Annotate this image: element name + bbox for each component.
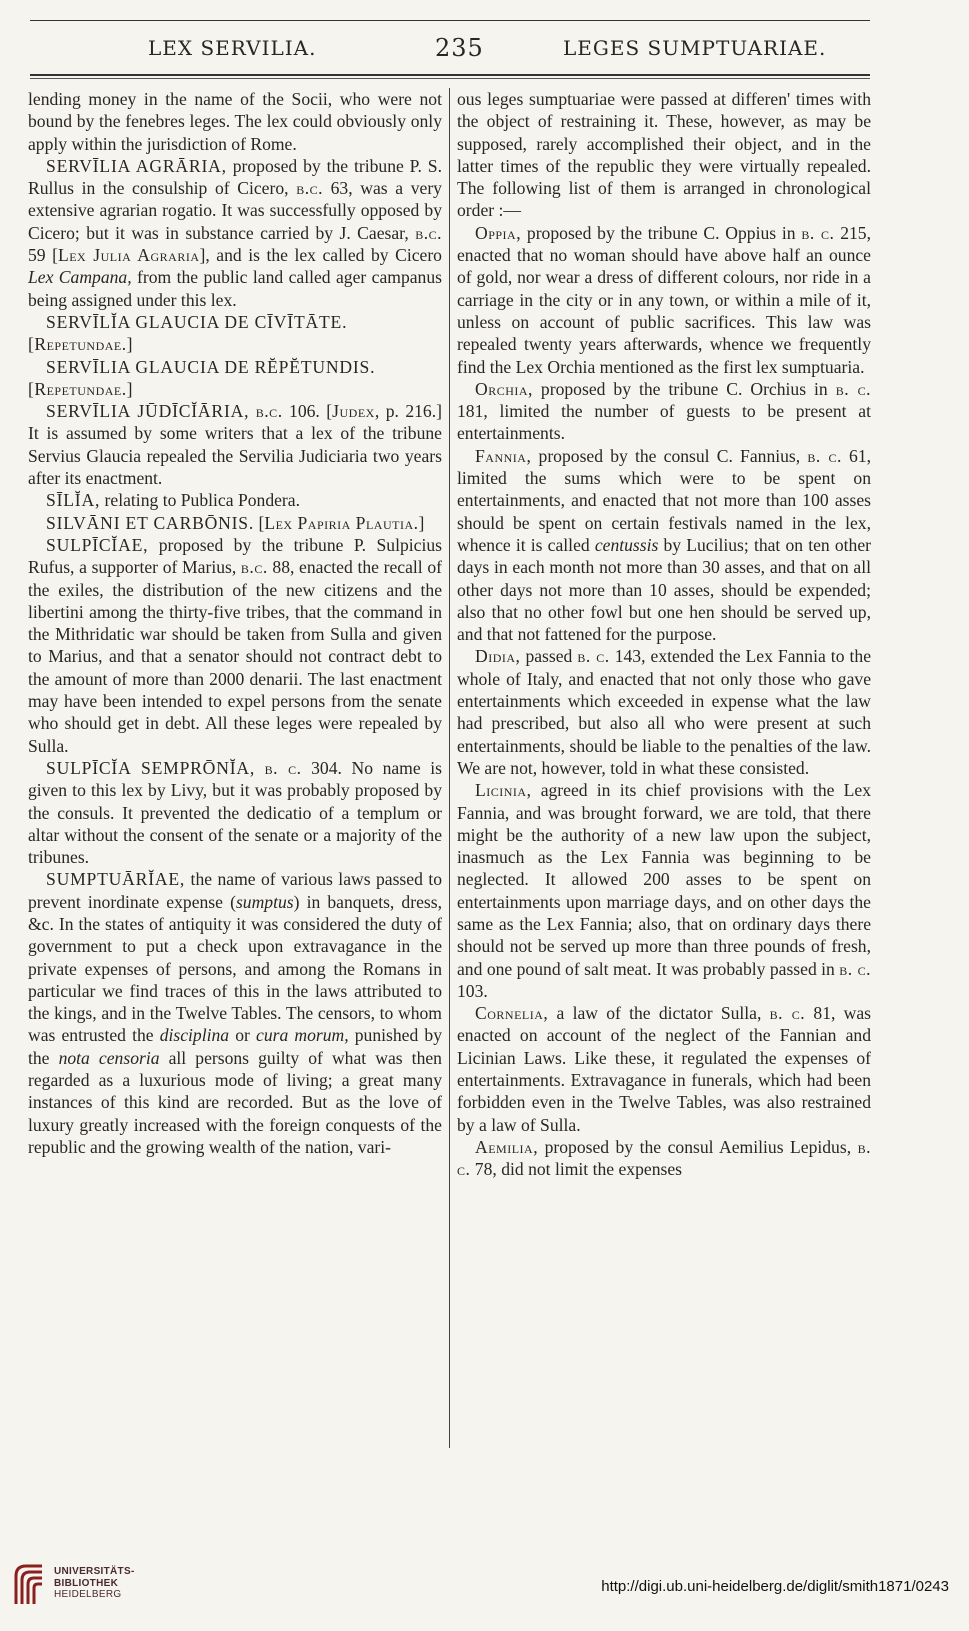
entry-servilia-judiciaria: SERVĪLIA JŪDĪCĬĀRIA, b.c. 106. [Judex, p. 216.] It is assumed by some writers that a lex of the tribune Servius Glaucia repealed the Servilia Judiciaria two years after its enactment. [28, 401, 442, 489]
entry-aemilia: Aemilia, proposed by the consul Aemilius Lepidus, b. c. 78, did not limit the expenses [457, 1136, 871, 1180]
left-column [28, 88, 442, 1158]
header-left: LEX SERVILIA. [148, 36, 317, 60]
entry-head: SILVĀNI ET CARBŌNIS. [46, 512, 255, 533]
cross-reference: [Repetundae.] [28, 334, 134, 355]
entry-servilia-glaucia-repetundis [28, 356, 442, 378]
entry-silvani-carbonis: SILVĀNI ET CARBŌNIS. [Lex Papiria Plautia.] [46, 512, 425, 533]
entry-head: Fannia, [475, 445, 532, 466]
entry-head: SULPĪCĬA SEMPRŌNĬA, [46, 757, 256, 778]
cross-reference: Judex [332, 401, 375, 422]
entry-cornelia: Cornelia, a law of the dictator Sulla, b. c. 81, was enacted on account of the neglect of the Fannian and Licinian Laws. Like these, it regulated the expenses of entertainments. Extravagance in funerals, which had been forbidden even in the Twelve Tables, was also restrained by a law of Sulla. [457, 1003, 872, 1135]
library-name: UNIVERSITÄTS- BIBLIOTHEK HEIDELBERG [54, 1566, 135, 1600]
entry-head: SERVĪLIA AGRĀRIA, [46, 155, 227, 176]
entry-head: SERVĪLIA GLAUCIA DE RĔPĔTUNDIS. [46, 356, 376, 377]
right-column [457, 88, 871, 1181]
entry-head: SUMPTUĀRĬAE, [46, 869, 186, 890]
entry-head: Orchia, [475, 378, 533, 399]
source-url-link[interactable]: http://digi.ub.uni-heidelberg.de/diglit/smith1871/0243 [601, 1578, 949, 1595]
entry-oppia: Oppia, proposed by the tribune C. Oppius in b. c. 215, enacted that no woman should have above half an ounce of gold, nor wear a dress of different colours, nor ride in a carriage in the city or in any town, or within a mile of it, unless on account of public sacrifices. This law was repealed twenty years afterwards, whence we frequently find the Lex Orchia mentioned as the first lex sumptuaria. [457, 222, 871, 377]
entry-head: SERVĪLIA JŪDĪCĬĀRIA, [46, 401, 250, 422]
entry-orchia: Orchia, proposed by the tribune C. Orchius in b. c. 181, limited the number of guests to be present at entertainments. [457, 378, 871, 444]
header-right: LEGES SUMPTUARIAE. [563, 36, 827, 60]
entry-head: Oppia, [475, 222, 522, 243]
cross-reference: Lex Julia Agraria [57, 245, 200, 266]
entry-licinia: Licinia, agreed in its chief provisions with the Lex Fannia, and was brought forward, we are told, that there might be the authority of a new law upon the subject, inasmuch as the Lex Fannia was beginning to be neglected. It allowed 200 asses to be spent on entertainments upon marriage days, and on other days the same as the Lex Fannia; also, that on ordinary days there should not be served up more than three pounds of fresh, and one pound of salt meat. It was probably passed in b. c. 103. [457, 780, 872, 1001]
cross-reference: [Repetundae.] [28, 378, 134, 399]
entry-silia: SĪLĬA, relating to Publica Pondera. [46, 490, 300, 511]
paragraph: ous leges sumptuariae were passed at differen' times with the object of restraining it. These, however, as may be supposed, rarely accomplished their object, and in the latter times of the republic they were virtually repealed. The following list of them is arranged in chronological order :— [457, 89, 871, 221]
header-rule-thin [30, 78, 870, 79]
entry-servilia-agraria: SERVĪLIA AGRĀRIA, proposed by the tribune P. S. Rullus in the consulship of Cicero, b.c. 63, was a very extensive agrarian rogatio. It was successfully opposed by Cicero; but it was in substance carried by J. Caesar, b.c. 59 [Lex Julia Agraria], and is the lex called by Cicero Lex Campana, from the public land called ager campanus being assigned under this lex. [28, 155, 442, 310]
entry-sulpicia-sempronia: SULPĪCĬA SEMPRŌNĬA, b. c. 304. No name is given to this lex by Livy, but it was probably proposed by the consuls. It prevented the dedicatio of a templum or altar without the consent of the senate or a majority of the tribunes. [28, 757, 442, 868]
top-rule [30, 20, 870, 21]
page-number: 235 [435, 34, 484, 62]
column-divider [449, 88, 450, 1448]
library-logo-icon [12, 1562, 46, 1608]
paragraph: lending money in the name of the Socii, who were not bound by the fenebres leges. The lex could obviously only apply within the jurisdiction of Rome. [28, 89, 442, 154]
entry-fannia: Fannia, proposed by the consul C. Fannius, b. c. 61, limited the sums which were to be spent on entertainments, and enacted that not more than 100 asses should be spent on certain festivals named in the lex, whence it is called centussis by Lucilius; that on ten other days in each month not more than 30 asses, and that on all other days not more than 10 asses, should be expended; also that no other fowl but one hen should be served up, and that not fattened for the purpose. [457, 445, 872, 645]
entry-sumptuariae: SUMPTUĀRĬAE, the name of various laws passed to prevent inordinate expense (sumptus) in banquets, dress, &c. In the states of antiquity it was considered the duty of government to put a check upon extravagance in the private expenses of persons, and among the Romans in particular we find traces of this in the laws attributed to the kings, and in the Twelve Tables. The censors, to whom was entrusted the disciplina or cura morum, punished by the nota censoria all persons guilty of what was then regarded as a luxurious mode of living; a great many instances of this kind are recorded. But as the love of luxury greatly increased with the foreign conquests of the republic and the growing wealth of the nation, vari- [28, 869, 443, 1157]
entry-head: SULPĪCĬAE, [46, 534, 149, 555]
entry-head: Didia, [475, 646, 521, 667]
entry-head: Licinia, [475, 780, 532, 801]
cross-reference: Lex Papiria Plautia. [264, 512, 419, 533]
entry-head: Aemilia, [475, 1136, 539, 1157]
entry-head: SERVĪLĬA GLAUCIA DE CĪVĪTĀTE. [46, 311, 348, 332]
header-rule [30, 74, 870, 76]
entry-servilia-glaucia-civitate [28, 311, 442, 333]
entry-didia: Didia, passed b. c. 143, extended the Lex Fannia to the whole of Italy, and enacted that not only those who gave entertainments which exceeded in expense what the law had prescribed, but also all who were present at such entertainments, should be liable to the penalties of the law. We are not, however, told in what these consisted. [457, 646, 872, 778]
footer [0, 1556, 969, 1631]
entry-sulpiciae: SULPĪCĬAE, proposed by the tribune P. Sulpicius Rufus, a supporter of Marius, b.c. 88, enacted the recall of the exiles, the distribution of the new citizens and the libertini among the thirty-five tribes, that the command in the Mithridatic war should be taken from Sulla and given to Marius, and that a senator should not contract debt to the amount of more than 2000 denarii. The last enactment may have been intended to expel persons from the senate who should get in debt. All these leges were repealed by Sulla. [28, 534, 442, 756]
entry-head: Cornelia, [475, 1003, 549, 1024]
entry-head: SĪLĬA, [46, 490, 101, 511]
running-header [30, 36, 870, 66]
